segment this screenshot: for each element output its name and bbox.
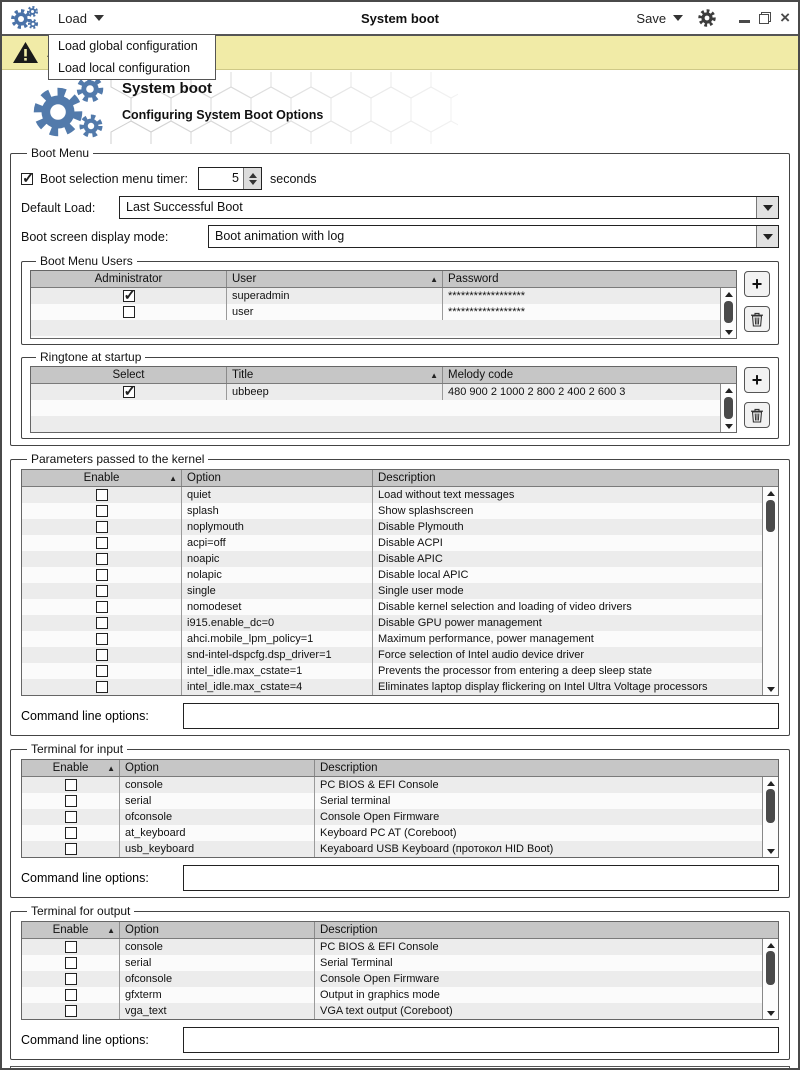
kernel-params-table [21, 469, 779, 696]
column-header[interactable] [119, 922, 314, 938]
checkbox[interactable] [65, 957, 77, 969]
option-cell: splash [181, 503, 372, 519]
terminal-input-table [21, 759, 779, 858]
load-dropdown-menu [48, 34, 216, 80]
terminal-input-cmdline-input[interactable] [183, 865, 779, 891]
table-row[interactable] [22, 679, 778, 695]
description-cell: Keyboard PC AT (Coreboot) [314, 825, 778, 841]
scroll-down-icon[interactable] [763, 1008, 778, 1018]
enable-cell [22, 647, 181, 663]
ringtone-legend: Ringtone at startup [40, 350, 142, 364]
user-cell: user [226, 304, 442, 320]
terminal-output-legend: Terminal for output [31, 904, 131, 918]
table-row[interactable] [22, 987, 778, 1003]
gears-icon [28, 74, 114, 142]
boot-menu-users-legend: Boot Menu Users [40, 254, 133, 268]
scroll-up-icon[interactable] [763, 940, 778, 950]
checkbox[interactable] [96, 505, 108, 517]
table-row[interactable] [22, 971, 778, 987]
cmdline-label: Command line options: [21, 871, 149, 885]
enable-cell [22, 939, 119, 955]
table-row[interactable] [22, 1003, 778, 1019]
column-header-label: Enable [52, 762, 89, 774]
spin-up-icon[interactable] [249, 173, 257, 178]
checkbox[interactable] [65, 811, 77, 823]
vertical-scrollbar[interactable] [720, 288, 736, 338]
sort-ascending-icon: ▲ [107, 925, 115, 935]
table-row[interactable] [22, 825, 778, 841]
column-header-label: Enable [52, 924, 89, 936]
warning-triangle-icon [12, 41, 39, 65]
table-row[interactable] [22, 519, 778, 535]
enable-cell [22, 567, 181, 583]
sort-ascending-icon: ▲ [430, 370, 438, 380]
password-cell: ****************** [442, 288, 736, 304]
description-cell: Console Open Firmware [314, 971, 778, 987]
vertical-scrollbar[interactable] [762, 487, 778, 695]
title-cell: ubbeep [226, 384, 442, 400]
menu-item-load-local[interactable]: Load local configuration [58, 61, 191, 75]
enable-cell [22, 583, 181, 599]
description-cell: Keyaboard USB Keyboard (протокол HID Boot) [314, 841, 778, 857]
column-header-label: Description [320, 924, 378, 936]
description-cell: Disable APIC [372, 551, 778, 567]
column-header-label: Enable [83, 472, 120, 484]
empty-row [31, 416, 736, 432]
table-row[interactable] [22, 809, 778, 825]
delete-user-button[interactable] [744, 306, 770, 332]
scrollbar-thumb[interactable] [766, 789, 775, 823]
vertical-scrollbar[interactable] [762, 939, 778, 1019]
user-cell: superadmin [226, 288, 442, 304]
spinner-buttons[interactable] [243, 168, 261, 189]
option-cell: serial [119, 955, 314, 971]
add-user-button[interactable] [744, 271, 770, 297]
table-row[interactable] [22, 487, 778, 503]
enable-cell [22, 987, 119, 1003]
option-cell: noplymouth [181, 519, 372, 535]
option-cell: ofconsole [119, 809, 314, 825]
enable-cell [22, 599, 181, 615]
checkbox[interactable] [123, 290, 135, 302]
melody-cell: 480 900 2 1000 2 800 2 400 2 600 3 [442, 384, 736, 400]
option-cell: console [119, 939, 314, 955]
chevron-down-icon [673, 15, 683, 21]
table-header-row [31, 271, 736, 288]
enable-cell [22, 663, 181, 679]
close-button[interactable]: × [780, 8, 790, 27]
checkbox[interactable] [96, 489, 108, 501]
terminal-input-group [10, 742, 790, 898]
enable-cell [22, 777, 119, 793]
table-row[interactable] [22, 599, 778, 615]
scrollbar-thumb[interactable] [766, 951, 775, 985]
table-row[interactable] [22, 939, 778, 955]
dropdown-arrow-button[interactable] [756, 197, 778, 218]
column-header[interactable] [442, 367, 736, 383]
table-row[interactable] [22, 615, 778, 631]
save-menu-button[interactable] [636, 11, 683, 26]
table-header-row [22, 470, 778, 487]
table-body [22, 939, 778, 1019]
enable-cell [22, 841, 119, 857]
enable-cell [22, 825, 119, 841]
description-cell: Disable ACPI [372, 535, 778, 551]
ringtone-group [21, 350, 779, 439]
table-row[interactable] [22, 567, 778, 583]
checkbox[interactable] [96, 537, 108, 549]
option-cell: serial [119, 793, 314, 809]
terminal-input-legend: Terminal for input [31, 742, 124, 756]
table-body [31, 288, 736, 338]
table-row[interactable] [22, 841, 778, 857]
column-header[interactable] [314, 760, 778, 776]
description-cell: Force selection of Intel audio device driver [372, 647, 778, 663]
checkbox[interactable] [96, 569, 108, 581]
enable-cell [22, 519, 181, 535]
option-cell: ahci.mobile_lpm_policy=1 [181, 631, 372, 647]
description-cell: Serial terminal [314, 793, 778, 809]
admin-cell [31, 304, 226, 320]
kernel-cmdline-input[interactable] [183, 703, 779, 729]
empty-row [31, 336, 736, 338]
ringtone-table [30, 366, 737, 433]
option-cell: console [119, 777, 314, 793]
option-cell: vga_text [119, 1003, 314, 1019]
scroll-down-icon[interactable] [763, 684, 778, 694]
column-header-label: Title [232, 369, 254, 381]
checkbox[interactable] [96, 649, 108, 661]
scroll-down-icon[interactable] [721, 327, 736, 337]
menu-item-load-global[interactable]: Load global configuration [58, 39, 198, 53]
checkbox[interactable] [123, 386, 135, 398]
column-header[interactable] [181, 470, 372, 486]
kernel-params-legend: Parameters passed to the kernel [31, 452, 205, 466]
option-cell: at_keyboard [119, 825, 314, 841]
checkbox[interactable] [65, 941, 77, 953]
description-cell: Disable local APIC [372, 567, 778, 583]
column-header-label: Description [378, 472, 436, 484]
table-row[interactable] [22, 663, 778, 679]
enable-cell [22, 955, 119, 971]
status-bar [10, 1066, 790, 1070]
checkbox[interactable] [65, 1005, 77, 1017]
minimize-button[interactable] [739, 20, 750, 23]
option-cell: nolapic [181, 567, 372, 583]
option-cell: ofconsole [119, 971, 314, 987]
column-header-label: Administrator [94, 273, 163, 285]
option-cell: single [181, 583, 372, 599]
kernel-params-group [10, 452, 790, 736]
description-cell: Disable kernel selection and loading of video drivers [372, 599, 778, 615]
enable-cell [22, 793, 119, 809]
empty-row [31, 320, 736, 336]
sort-ascending-icon: ▲ [430, 274, 438, 284]
column-header[interactable] [119, 760, 314, 776]
column-header[interactable] [442, 271, 736, 287]
chevron-down-icon [763, 234, 773, 240]
boot-menu-legend: Boot Menu [31, 146, 90, 160]
checkbox[interactable] [96, 553, 108, 565]
sort-ascending-icon: ▲ [169, 473, 177, 483]
select-cell [31, 384, 226, 400]
cmdline-label: Command line options: [21, 1033, 149, 1047]
default-load-select[interactable] [119, 196, 779, 219]
checkbox[interactable] [96, 665, 108, 677]
option-cell: intel_idle.max_cstate=1 [181, 663, 372, 679]
enable-cell [22, 487, 181, 503]
column-header[interactable] [314, 922, 778, 938]
timer-spinner[interactable] [198, 167, 262, 190]
column-header-label: Description [320, 762, 378, 774]
boot-menu-users-group [21, 254, 779, 345]
table-row[interactable] [22, 631, 778, 647]
option-cell: snd-intel-dspcfg.dsp_driver=1 [181, 647, 372, 663]
checkbox[interactable] [65, 779, 77, 791]
window-title: System boot [360, 10, 439, 26]
scroll-up-icon[interactable] [721, 385, 736, 395]
description-cell: Single user mode [372, 583, 778, 599]
enable-cell [22, 615, 181, 631]
description-cell: Show splashscreen [372, 503, 778, 519]
description-cell: Disable Plymouth [372, 519, 778, 535]
save-menu-label: Save [636, 10, 667, 26]
dropdown-arrow-button[interactable] [756, 226, 778, 247]
admin-cell [31, 288, 226, 304]
plus-icon: + [751, 273, 763, 294]
table-row[interactable] [22, 583, 778, 599]
table-header-row [22, 760, 778, 777]
cmdline-label: Command line options: [21, 709, 149, 723]
option-cell: i915.enable_dc=0 [181, 615, 372, 631]
enable-cell [22, 551, 181, 567]
trash-icon [750, 312, 764, 327]
description-cell: Prevents the processor from entering a deep sleep state [372, 663, 778, 679]
checkbox[interactable] [96, 601, 108, 613]
table-row[interactable] [22, 793, 778, 809]
trash-icon [750, 408, 764, 423]
enable-cell [22, 631, 181, 647]
enable-cell [22, 1003, 119, 1019]
table-header-row [31, 367, 736, 384]
scrollbar-thumb[interactable] [724, 301, 733, 323]
banner [2, 70, 798, 146]
scroll-down-icon[interactable] [721, 421, 736, 431]
add-ringtone-button[interactable] [744, 367, 770, 393]
scroll-down-icon[interactable] [763, 846, 778, 856]
chevron-down-icon [763, 205, 773, 211]
table-row[interactable] [22, 777, 778, 793]
checkbox[interactable] [65, 795, 77, 807]
checkbox[interactable] [96, 585, 108, 597]
column-header[interactable] [226, 367, 442, 383]
description-cell: Output in graphics mode [314, 987, 778, 1003]
description-cell: PC BIOS & EFI Console [314, 939, 778, 955]
load-menu-button[interactable] [58, 11, 104, 26]
column-header-label: Option [187, 472, 221, 484]
enable-cell [22, 503, 181, 519]
scrollbar-thumb[interactable] [724, 397, 733, 419]
option-cell: nomodeset [181, 599, 372, 615]
chevron-down-icon [94, 15, 104, 21]
enable-cell [22, 971, 119, 987]
column-header[interactable] [22, 470, 181, 486]
checkbox[interactable] [65, 989, 77, 1001]
description-cell: VGA text output (Coreboot) [314, 1003, 778, 1019]
checkbox[interactable] [96, 617, 108, 629]
vertical-scrollbar[interactable] [762, 777, 778, 857]
table-row[interactable] [22, 551, 778, 567]
gears-icon [10, 5, 40, 31]
table-body [22, 487, 778, 695]
table-row[interactable] [22, 955, 778, 971]
option-cell: intel_idle.max_cstate=4 [181, 679, 372, 695]
description-cell: Console Open Firmware [314, 809, 778, 825]
checkbox[interactable] [65, 973, 77, 985]
checkbox[interactable] [96, 681, 108, 693]
column-header-label: Password [448, 273, 499, 285]
display-mode-label: Boot screen display mode: [21, 229, 169, 244]
description-cell: Maximum performance, power management [372, 631, 778, 647]
description-cell: Load without text messages [372, 487, 778, 503]
table-row[interactable] [22, 535, 778, 551]
boot-menu-group [10, 146, 790, 446]
scrollbar-thumb[interactable] [766, 500, 775, 532]
description-cell: PC BIOS & EFI Console [314, 777, 778, 793]
password-cell: ****************** [442, 304, 736, 320]
terminal-output-table [21, 921, 779, 1020]
scroll-up-icon[interactable] [721, 289, 736, 299]
enable-cell [22, 535, 181, 551]
page-title: System boot [122, 80, 213, 97]
column-header-label: Option [125, 762, 159, 774]
table-header-row [22, 922, 778, 939]
column-header-label: Melody code [448, 369, 514, 381]
display-mode-select[interactable] [208, 225, 779, 248]
titlebar [2, 2, 798, 36]
option-cell: usb_keyboard [119, 841, 314, 857]
column-header[interactable] [22, 922, 119, 938]
vertical-scrollbar[interactable] [720, 384, 736, 432]
column-header[interactable] [372, 470, 778, 486]
checkbox[interactable] [96, 633, 108, 645]
default-load-value: Last Successful Boot [126, 200, 243, 214]
description-cell: Eliminates laptop display flickering on Intel Ultra Voltage processors [372, 679, 778, 695]
load-menu-label: Load [58, 10, 87, 26]
delete-ringtone-button[interactable] [744, 402, 770, 428]
enable-cell [22, 809, 119, 825]
enable-cell [22, 679, 181, 695]
table-row[interactable] [31, 384, 736, 400]
gear-icon[interactable] [697, 8, 717, 28]
scroll-up-icon[interactable] [763, 488, 778, 498]
column-header-label: User [232, 273, 257, 285]
checkbox[interactable] [123, 306, 135, 318]
timer-label: Boot selection menu timer: [40, 171, 188, 186]
default-load-label: Default Load: [21, 200, 96, 215]
option-cell: acpi=off [181, 535, 372, 551]
scroll-up-icon[interactable] [763, 778, 778, 788]
maximize-button[interactable] [759, 12, 771, 24]
checkbox[interactable] [65, 827, 77, 839]
table-row[interactable] [31, 304, 736, 320]
table-row[interactable] [22, 503, 778, 519]
table-body [31, 384, 736, 432]
option-cell: noapic [181, 551, 372, 567]
boot-users-table [30, 270, 737, 339]
table-row[interactable] [22, 647, 778, 663]
terminal-output-cmdline-input[interactable] [183, 1027, 779, 1053]
column-header[interactable] [226, 271, 442, 287]
timer-checkbox[interactable] [21, 173, 33, 185]
sort-ascending-icon: ▲ [107, 763, 115, 773]
option-cell: gfxterm [119, 987, 314, 1003]
timer-value: 5 [199, 168, 243, 189]
table-row[interactable] [31, 288, 736, 304]
empty-row [31, 400, 736, 416]
column-header[interactable] [31, 271, 226, 287]
table-body [22, 777, 778, 857]
checkbox[interactable] [96, 521, 108, 533]
description-cell: Disable GPU power management [372, 615, 778, 631]
terminal-output-group [10, 904, 790, 1060]
display-mode-value: Boot animation with log [215, 229, 345, 243]
description-cell: Serial Terminal [314, 955, 778, 971]
spin-down-icon[interactable] [249, 180, 257, 185]
plus-icon: + [751, 369, 763, 390]
column-header-label: Select [112, 369, 145, 381]
checkbox[interactable] [65, 843, 77, 855]
option-cell: quiet [181, 487, 372, 503]
column-header[interactable] [31, 367, 226, 383]
column-header-label: Option [125, 924, 159, 936]
timer-unit-label: seconds [270, 171, 317, 186]
page-subtitle: Configuring System Boot Options [122, 108, 324, 122]
column-header[interactable] [22, 760, 119, 776]
